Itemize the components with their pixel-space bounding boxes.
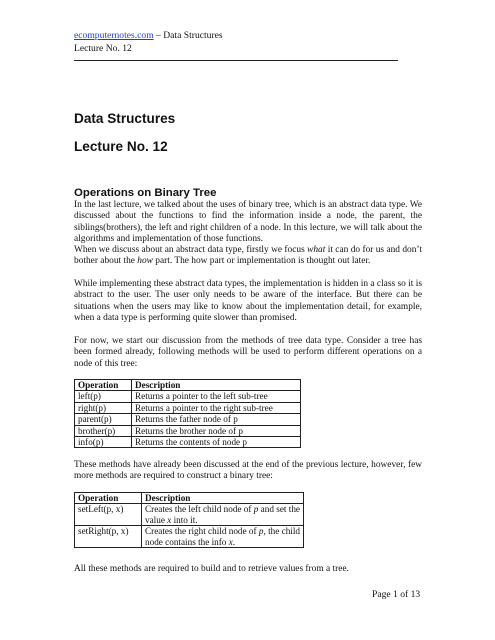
intro-em-how: how xyxy=(137,256,153,267)
table-header-operation: Operation xyxy=(75,493,142,504)
document-subtitle: Lecture No. 12 xyxy=(74,139,168,154)
table-header-row xyxy=(75,493,304,504)
desc-em-x: x xyxy=(167,514,172,525)
paragraph-intro-1: In the last lecture, we talked about the uses of binary tree, which is an abstract data type. We discussed about the functions to find the information inside a node, the parent, the siblings(brothers), the left and right children of a node. In this lecture, we will talk about the algorithms and implementation of those functions. xyxy=(74,200,422,244)
table-row xyxy=(75,526,304,548)
paragraph-intro-2 xyxy=(74,245,422,268)
table-cell-operation: parent(p) xyxy=(75,414,132,425)
table-header-row xyxy=(75,380,301,391)
table-cell-operation: right(p) xyxy=(75,402,132,413)
table-header-description: Description xyxy=(142,493,304,504)
table-cell-description xyxy=(142,526,304,548)
table-row xyxy=(75,425,301,436)
paragraph-intro xyxy=(74,200,422,268)
document-title: Data Structures xyxy=(74,111,176,126)
desc-text: Creates the right child node of xyxy=(145,526,259,537)
desc-text: into it. xyxy=(171,514,198,525)
paragraph-methods: For now, we start our discussion from the methods of tree data type. Consider a tree has been formed already, following methods will be used to perform different operations on a node of this tree: xyxy=(74,336,422,369)
table-cell-operation: info(p) xyxy=(75,437,132,448)
desc-em-x: x xyxy=(228,536,233,547)
table-cell-description: Returns a pointer to the left sub-tree xyxy=(132,391,301,402)
paragraph-closing: All these methods are required to build and to retrieve values from a tree. xyxy=(74,564,349,574)
table-header-operation: Operation xyxy=(75,380,132,391)
table-cell-operation: setRight(p, x) xyxy=(75,526,142,548)
page-number: Page 1 of 13 xyxy=(372,589,421,600)
table-cell-description xyxy=(142,504,304,526)
operations-table xyxy=(74,379,301,448)
page-header xyxy=(74,30,223,55)
table-row xyxy=(75,391,301,402)
table-cell-description: Returns a pointer to the right sub-tree xyxy=(132,402,301,413)
intro-text-b: it can do for us and don’t bother about the xyxy=(74,245,422,267)
desc-em-p: p xyxy=(253,504,259,515)
header-suffix: – Data Structures xyxy=(153,30,223,41)
table-cell-description: Returns the father node of p xyxy=(132,414,301,425)
section-heading: Operations on Binary Tree xyxy=(74,187,217,199)
intro-em-what: what xyxy=(307,245,326,256)
header-rule xyxy=(74,60,398,61)
table-header-description: Description xyxy=(132,380,301,391)
table-row xyxy=(75,414,301,425)
construction-methods-table xyxy=(74,492,304,548)
table-cell-operation: brother(p) xyxy=(75,425,132,436)
site-link[interactable]: ecomputernotes.com xyxy=(74,30,154,41)
desc-text: , the child node contains the info xyxy=(145,526,300,547)
header-lecture: Lecture No. 12 xyxy=(74,42,132,54)
table-cell-description: Returns the contents of node p xyxy=(132,437,301,448)
desc-text: . xyxy=(232,536,236,547)
table-row xyxy=(75,504,304,526)
table-row xyxy=(75,402,301,413)
intro-text-c: part. The how part or implementation is thought out later. xyxy=(152,256,371,267)
desc-em-p: p xyxy=(258,526,264,537)
table-cell-description: Returns the brother node of p xyxy=(132,425,301,436)
table-row xyxy=(75,437,301,448)
desc-text: Creates the left child node of xyxy=(145,504,254,515)
paragraph-implementation: While implementing these abstract data types, the implementation is hidden in a class so it is abstract to the user. The user only needs to be aware of the interface. But there can be situations when the users may like to know about the implementation detail, for example, when a data type is performing quite slower than promised. xyxy=(74,279,422,323)
table-cell-operation: left(p) xyxy=(75,391,132,402)
desc-text: and set the value xyxy=(145,504,300,525)
paragraph-more-methods: These methods have already been discussed at the end of the previous lecture, however, few more methods are required to construct a binary tree: xyxy=(74,460,422,482)
intro-text-a: When we discuss about an abstract data type, firstly we focus xyxy=(74,245,308,256)
table-cell-operation: setLeft(p, x) xyxy=(75,504,142,526)
